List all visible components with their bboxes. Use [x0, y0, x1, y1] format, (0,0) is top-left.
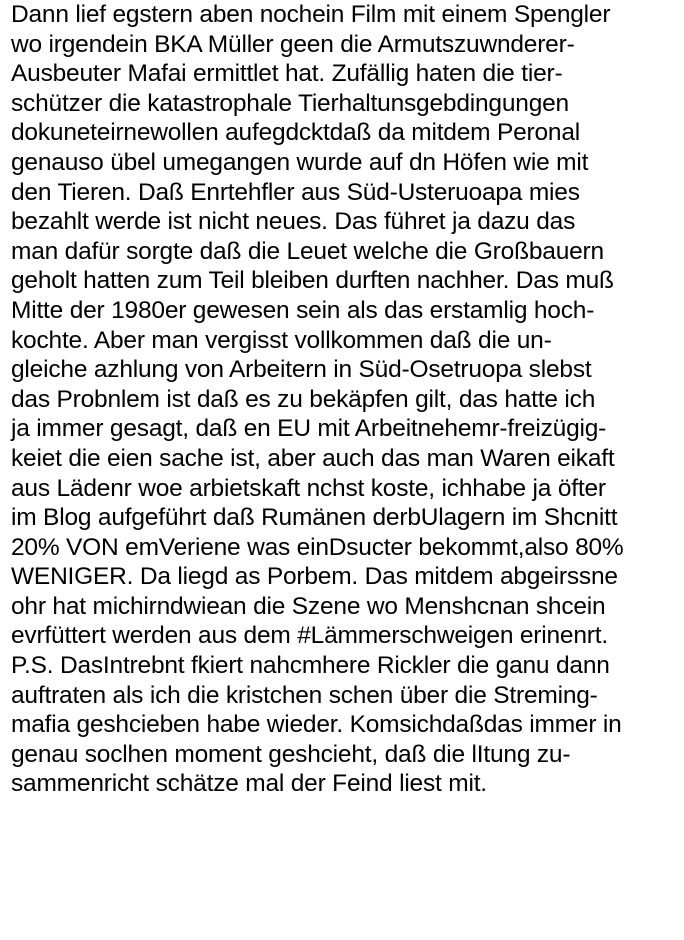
text-line: wo irgendein BKA Müller geen die Armutszuwnderer- [11, 30, 575, 58]
text-line: schützer die katastrophale Tierhaltunsgebdingungen [11, 89, 569, 117]
text-line: aus Lädenr woe arbietskaft nchst koste, ichhabe ja öfter [11, 474, 606, 502]
text-line: gleiche azhlung von Arbeitern in Süd-Osetruopa slebst [11, 356, 592, 384]
text-line: den Tieren. Daß Enrtehfler aus Süd-Usteruoapa mies [11, 178, 580, 206]
text-line: P.S. DasIntrebnt fkiert nahcmhere Rickler die ganu dann [11, 652, 610, 680]
text-line: Mitte der 1980er gewesen sein als das erstamlig hoch- [11, 296, 595, 324]
text-line: geholt hatten zum Teil bleiben durften nachher. Das muß [11, 267, 614, 295]
text-line: auftraten als ich die kristchen schen über die Streming- [11, 681, 598, 709]
text-line: kochte. Aber man vergisst vollkommen daß die un- [11, 326, 552, 354]
text-line: 20% VON emVeriene was einDsucter bekommt,also 80% [11, 533, 624, 561]
text-line: ohr hat michirndwiean die Szene wo Menshcnan shcein [11, 592, 606, 620]
text-line: Dann lief egstern aben nochein Film mit einem Spengler [11, 1, 611, 28]
text-line: WENIGER. Da liegd as Porbem. Das mitdem abgeirssne [11, 563, 618, 591]
text-line: evrfüttert werden aus dem #Lämmerschweigen erinenrt. [11, 622, 608, 650]
text-line: genau soclhen moment geshcieht, daß die lItung zu- [11, 740, 571, 768]
text-line: mafia geshcieben habe wieder. Komsichdaßdas immer in [11, 711, 622, 739]
text-line: dokuneteirnewollen aufegdcktdaß da mitdem Peronal [11, 119, 581, 147]
text-line: Ausbeuter Mafai ermittlet hat. Zufällig haten die tier- [11, 60, 563, 88]
text-line: sammenricht schätze mal der Feind liest mit. [11, 770, 487, 798]
text-line: genauso übel umegangen wurde auf dn Höfen wie mit [11, 148, 589, 176]
text-line: das Probnlem ist daß es zu bekäpfen gilt, das hatte ich [11, 385, 596, 413]
text-line: ja immer gesagt, daß en EU mit Arbeitnehemr-freizügig- [11, 415, 607, 443]
text-line: keiet die eien sache ist, aber auch das man Waren eikaft [11, 444, 615, 472]
text-line: man dafür sorgte daß die Leuet welche die Großbauern [11, 237, 604, 265]
text-line: im Blog aufgeführt daß Rumänen derbUlagern im Shcnitt [11, 504, 618, 532]
document-page [11, 0, 679, 940]
text-line: bezahlt werde ist nicht neues. Das führet ja dazu das [11, 208, 576, 236]
